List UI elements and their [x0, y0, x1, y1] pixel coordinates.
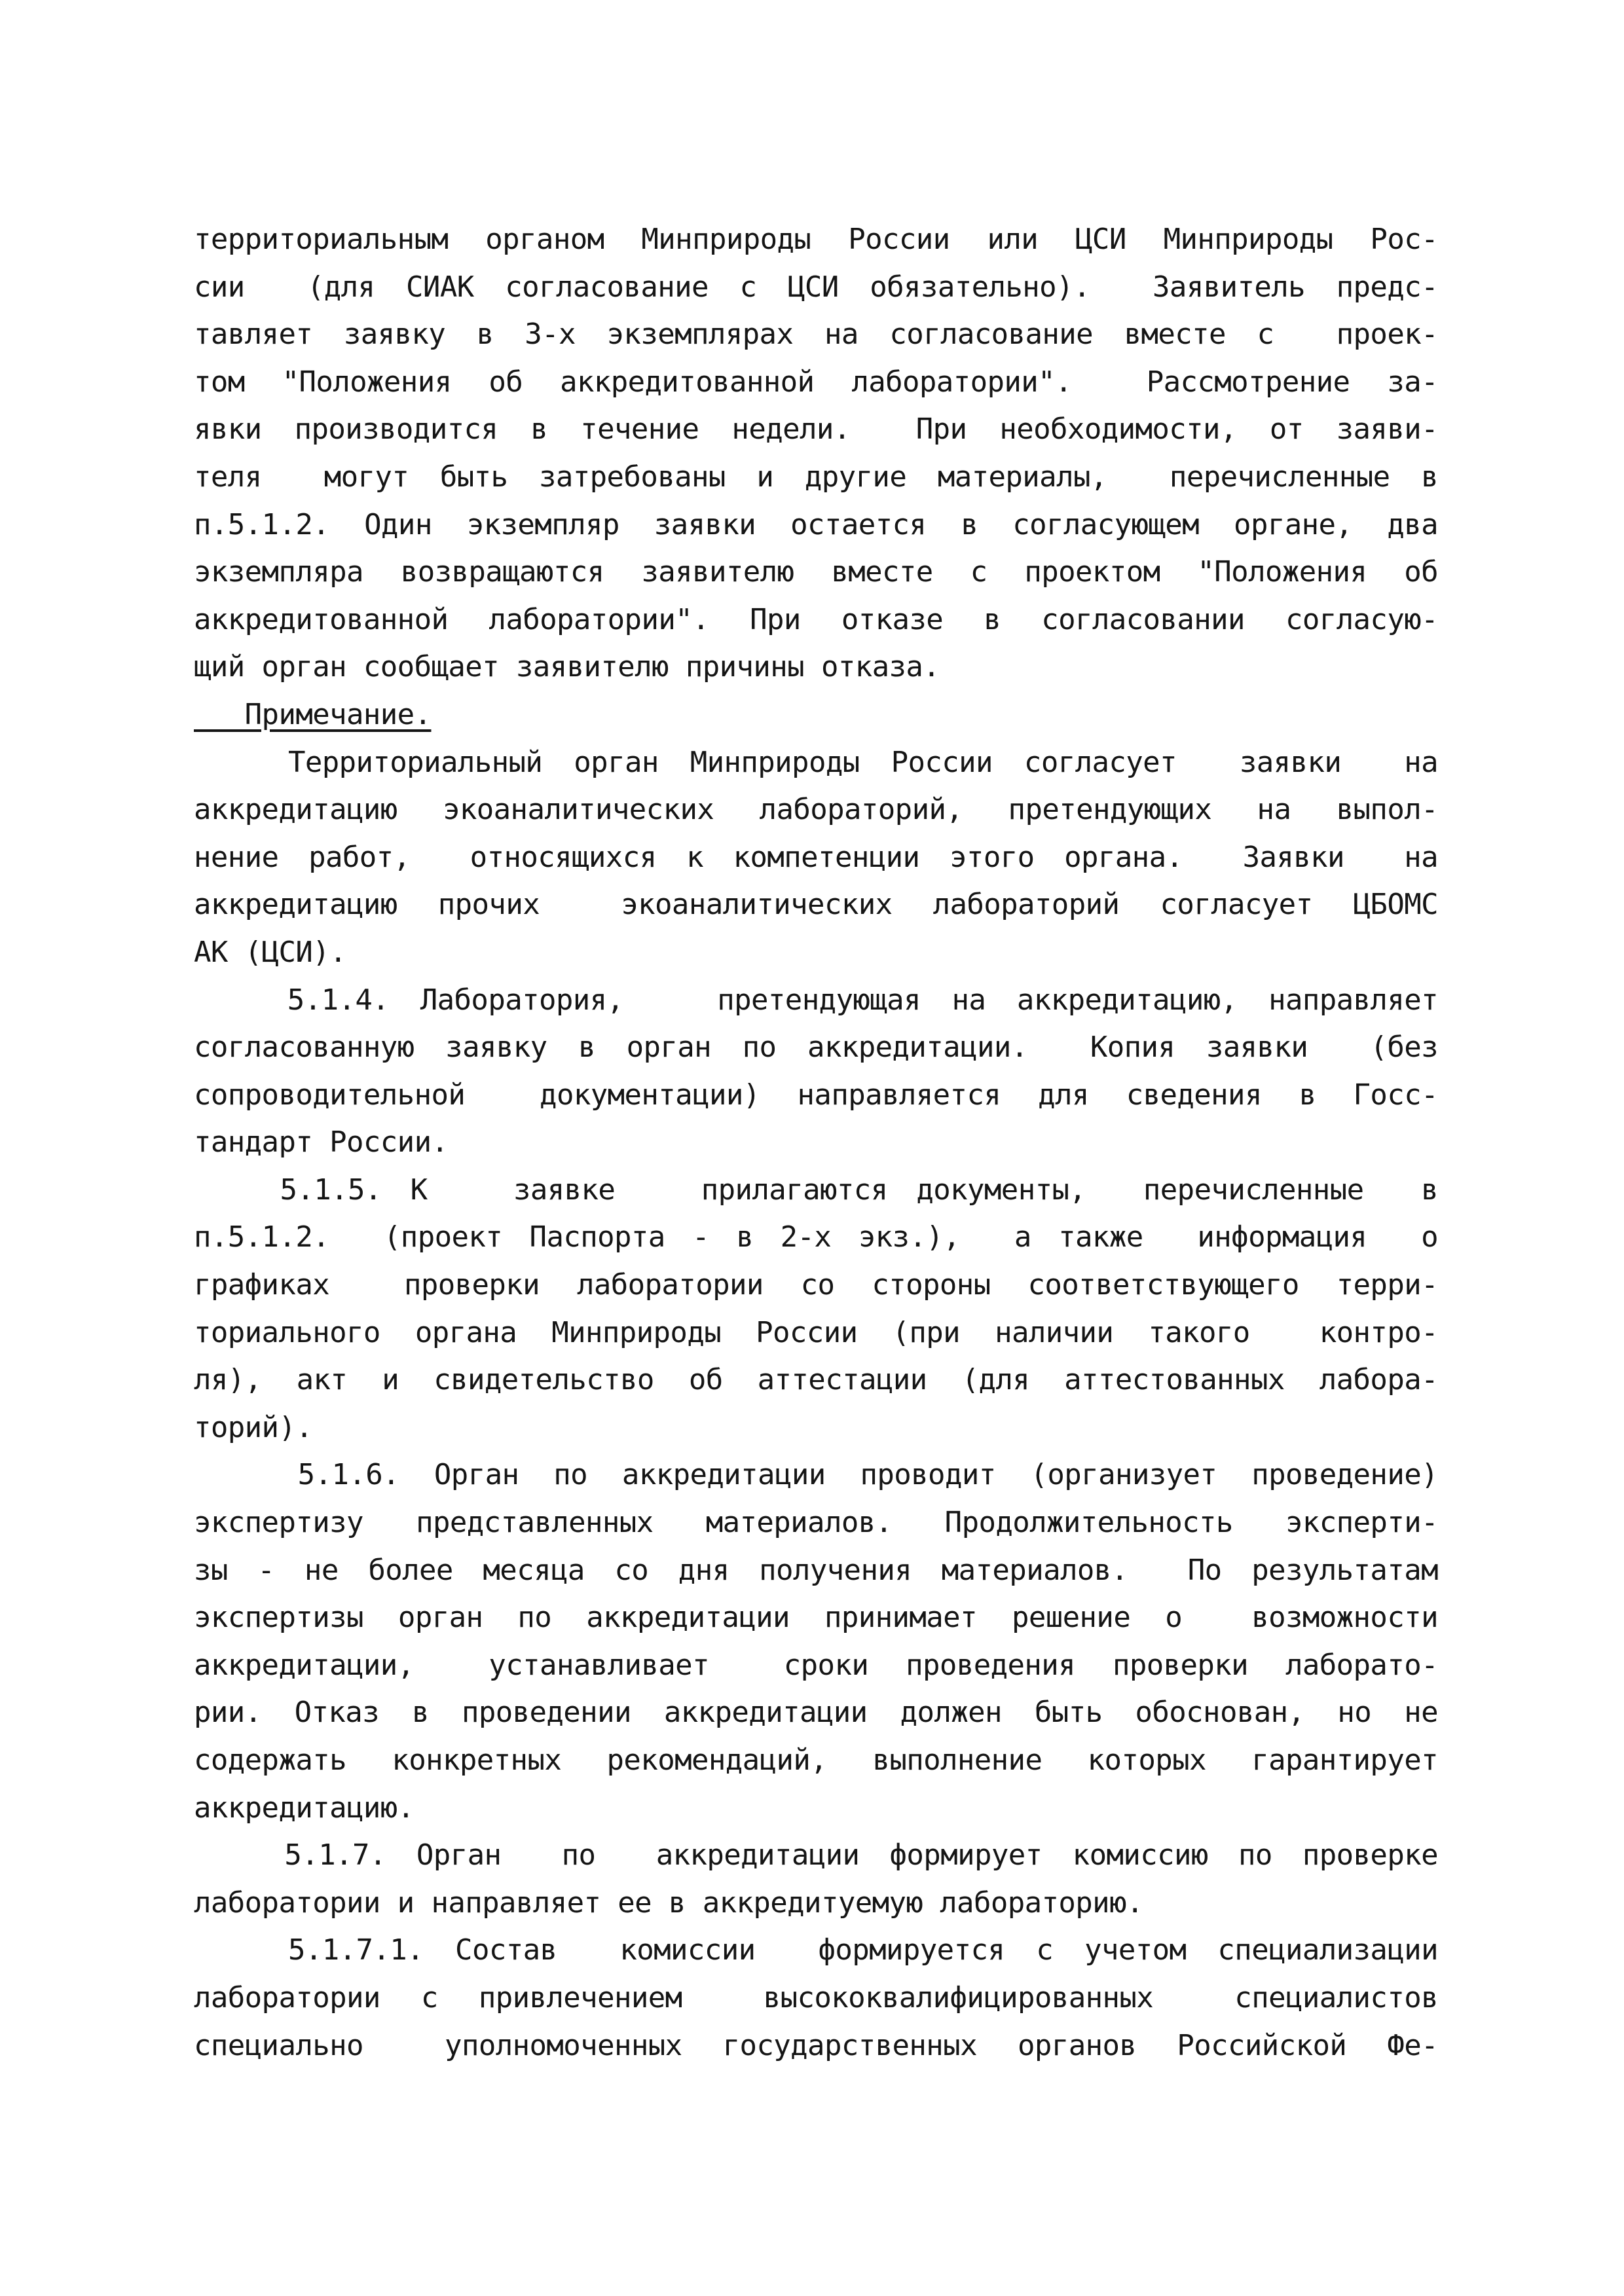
text-line: 5.1.5. К заявке прилагаются документы, перечисленные в — [194, 1173, 1438, 1207]
text-line: содержать конкретных рекомендаций, выполнение которых гарантирует — [194, 1743, 1438, 1777]
text-line: сопроводительной документации) направляется для сведения в Госс- — [194, 1078, 1438, 1112]
text-line: лаборатории с привлечением высококвалифицированных специалистов — [194, 1980, 1438, 2014]
text-line: сии (для СИАК согласование с ЦСИ обязательно). Заявитель предс- — [194, 270, 1438, 304]
text-line: тавляет заявку в 3-х экземплярах на согласование вместе с проек- — [194, 318, 1438, 352]
text-line: явки производится в течение недели. При необходимости, от заяви- — [194, 412, 1438, 446]
text-line: п.5.1.2. (проект Паспорта - в 2-х экз.), а также информация о — [194, 1220, 1438, 1254]
text-line: 5.1.7.1. Состав комиссии формируется с учетом специализации — [194, 1933, 1438, 1967]
text-line: 5.1.4. Лаборатория, претендующая на аккредитацию, направляет — [194, 983, 1438, 1017]
text-line: территориальным органом Минприроды России или ЦСИ Минприроды Рос- — [194, 223, 1438, 256]
text-line: согласованную заявку в орган по аккредитации. Копия заявки (без — [194, 1030, 1438, 1065]
text-line: Территориальный орган Минприроды России согласует заявки на — [194, 745, 1438, 779]
text-line: аккредитацию экоаналитических лабораторий, претендующих на выпол- — [194, 793, 1438, 827]
text-line: 5.1.7. Орган по аккредитации формирует комиссию по проверке — [194, 1838, 1438, 1872]
text-line: лаборатории и направляет ее в аккредитуемую лабораторию. — [194, 1886, 1143, 1920]
text-line: аккредитацию. — [194, 1791, 415, 1825]
note-heading: Примечание. — [194, 697, 432, 731]
text-line: том "Положения об аккредитованной лаборатории". Рассмотрение за- — [194, 365, 1438, 399]
text-line: п.5.1.2. Один экземпляр заявки остается в согласующем органе, два — [194, 507, 1438, 541]
text-line: экспертизу представленных материалов. Продолжительность эксперти- — [194, 1506, 1438, 1540]
text-line: аккредитацию прочих экоаналитических лабораторий согласует ЦБОМС — [194, 888, 1438, 922]
text-line: рии. Отказ в проведении аккредитации должен быть обоснован, но не — [194, 1696, 1438, 1730]
text-line: зы - не более месяца со дня получения материалов. По результатам — [194, 1553, 1438, 1587]
text-line: ля), акт и свидетельство об аттестации (для аттестованных лабора- — [194, 1363, 1438, 1397]
text-line: щий орган сообщает заявителю причины отказа. — [194, 650, 940, 684]
text-line: теля могут быть затребованы и другие материалы, перечисленные в — [194, 460, 1438, 494]
text-line: 5.1.6. Орган по аккредитации проводит (организует проведение) — [194, 1458, 1438, 1492]
text-line: АК (ЦСИ). — [194, 935, 347, 969]
text-line: нение работ, относящихся к компетенции этого органа. Заявки на — [194, 840, 1438, 874]
text-line: торий). — [194, 1410, 313, 1444]
text-line: аккредитации, устанавливает сроки проведения проверки лаборато- — [194, 1648, 1438, 1682]
text-line: ториального органа Минприроды России (при наличии такого контро- — [194, 1315, 1438, 1349]
text-line: специально уполномоченных государственных органов Российской Фе- — [194, 2028, 1438, 2062]
text-line: экспертизы орган по аккредитации принимает решение о возможности — [194, 1601, 1438, 1635]
text-line: тандарт России. — [194, 1125, 449, 1159]
text-line: графиках проверки лаборатории со стороны соответствующего терри- — [194, 1268, 1438, 1302]
text-line: аккредитованной лаборатории". При отказе в согласовании согласую- — [194, 602, 1438, 636]
document-body — [194, 216, 1438, 2069]
text-line: экземпляра возвращаются заявителю вместе с проектом "Положения об — [194, 555, 1438, 589]
